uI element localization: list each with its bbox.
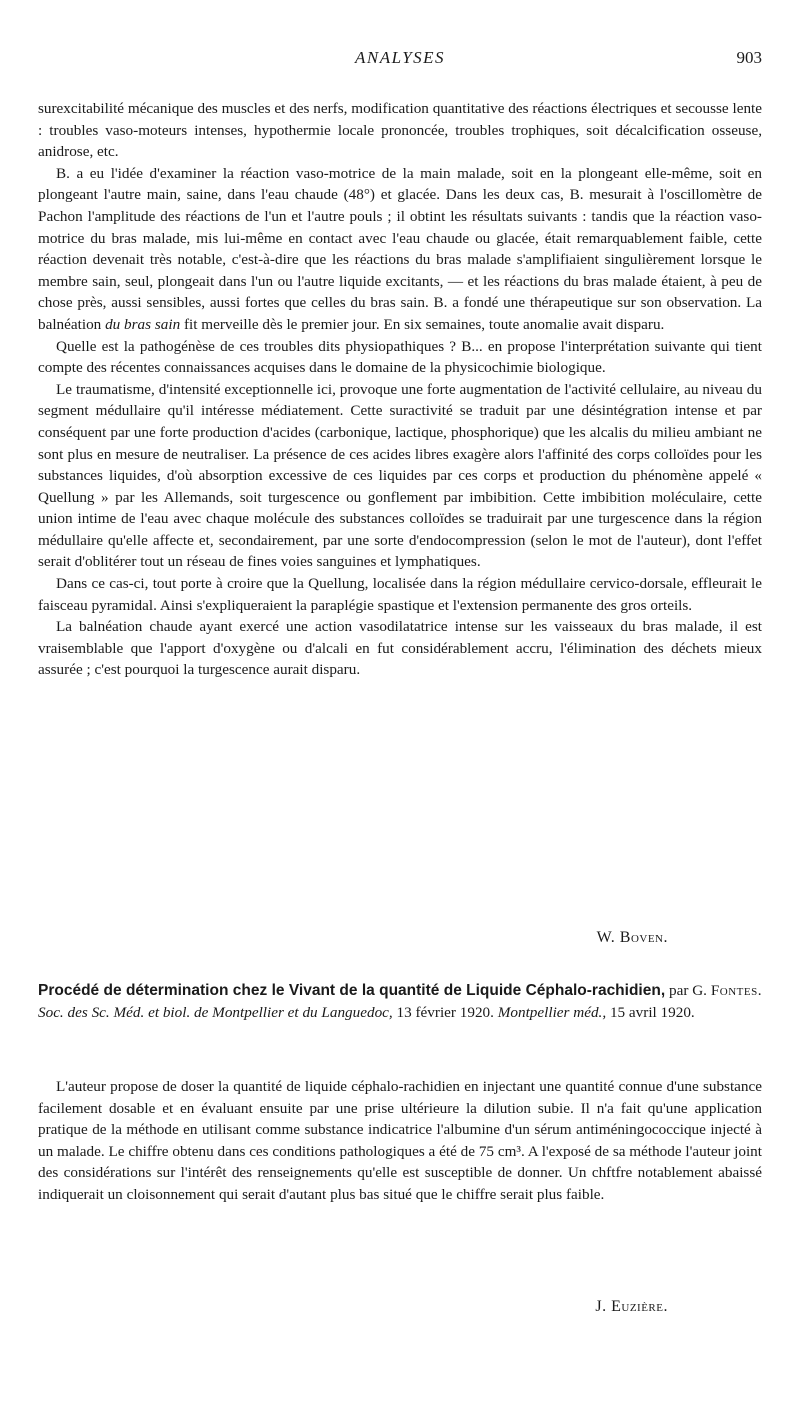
- paragraph-text: fit merveille dès le premier jour. En six semaines, toute anomalie avait disparu.: [183, 315, 665, 333]
- paragraph: [38, 163, 762, 336]
- author-prefix: par G.: [668, 982, 707, 999]
- paragraph: L'auteur propose de doser la quantité de liquide céphalo-rachidien en injectant une quantité connue d'une substance facilement dosable et en évaluant ensuite par une prise ultérieure la dilution subie. Il n'a fait qu'une application pratique de la méthode en utilisant comme substance indicatrice l'albumine d'un sérum antiméningococcique injecté à un malade. Le chiffre obtenu dans ces conditions pathologiques a été de 75 cm³. A l'exposé de sa méthode l'auteur joint des considérations sur l'intérêt des renseignements qu'elle est susceptible de donner. Un chftfre notablement abaissé indiquerait un cloisonnement qui serait d'autant plus bas situé que le chiffre serait plus faible.: [38, 1078, 762, 1203]
- paragraph: surexcitabilité mécanique des muscles et des nerfs, modification quantitative des réactions électriques et secousse lente : troubles vaso-moteurs intenses, hypothermie locale prononcée, troubles trophiques, soit décalcification osseuse, anidrose, etc.: [38, 100, 762, 161]
- article-fontes-heading: [38, 980, 762, 1024]
- italic-phrase: du bras sain: [105, 315, 181, 333]
- signature-boven: W. Boven.: [596, 929, 668, 946]
- page-number: 903: [736, 48, 762, 67]
- source-society: Soc. des Sc. Méd. et biol. de Montpellier et du Languedoc,: [38, 1004, 393, 1021]
- signature-euziere: J. Euzière.: [595, 1298, 668, 1315]
- paragraph: Le traumatisme, d'intensité exceptionnelle ici, provoque une forte augmentation de l'activité cellulaire, au niveau du segment médullaire qu'il intéresse médiatement. Cette suractivité se traduit par une désintégration intense et par conséquent par une forte production d'acides (carbonique, lactique, phosphorique) que les alcalis du milieu ambiant ne sont plus en mesure de neutraliser. La présence de ces acides libres exagère alors l'affinité des corps colloïdes pour les substances liquides, d'où absorption excessive de ces liquides par ces corps et production du phénomène appelé « Quellung » par les Allemands, soit turgescence ou gonflement par imbibition. Cette imbibition moléculaire, cette union intime de l'eau avec chaque molécule des substances colloïdes se traduirait par une turgescence dans la région médullaire qu'elle affecte et, secondairement, par une sorte d'endocompression (selon le mot de l'auteur), dont l'effet serait d'oblitérer tout un réseau de fines voies sanguines et lymphatiques.: [38, 380, 762, 571]
- author-name: Fontes.: [710, 982, 763, 999]
- running-title: ANALYSES: [354, 48, 446, 67]
- paragraph: La balnéation chaude ayant exercé une action vasodilatatrice intense sur les vaisseaux du bras malade, il est vraisemblable que l'apport d'oxygène ou d'alcali en fut considérablement accru, l'élimination des déchets mieux assurée ; c'est pourquoi la turgescence aurait disparu.: [38, 618, 762, 679]
- journal-name: Montpellier méd.,: [497, 1004, 607, 1021]
- paragraph: Dans ce cas-ci, tout porte à croire que la Quellung, localisée dans la région médullaire cervico-dorsale, effleurait le faisceau pyramidal. Ainsi s'expliqueraient la paraplégie spastique et l'extension permanente des gros orteils.: [38, 575, 762, 614]
- paragraph: Quelle est la pathogénèse de ces troubles dits physiopathiques ? B... en propose l'interprétation suivante qui tient compte des récentes connaissances acquises dans le domaine de la physicochimie biologique.: [38, 337, 762, 377]
- page-header: [38, 48, 762, 78]
- article-boven-body: [38, 98, 762, 681]
- journal-date: 15 avril 1920.: [609, 1004, 695, 1021]
- article-title: Procédé de détermination chez le Vivant de la quantité de Liquide Céphalo-rachidien,: [38, 982, 666, 999]
- source-date: 13 février 1920.: [396, 1004, 494, 1021]
- article-fontes-body: [38, 1076, 762, 1206]
- paragraph-text: B. a eu l'idée d'examiner la réaction vaso-motrice de la main malade, soit en la plongeant elle-même, soit en plongeant l'autre main, saine, dans l'eau chaude (48°) et glacée. Dans les deux cas, B. mesurait à l'oscillomètre de Pachon l'amplitude des réactions de l'un et l'autre pouls ; il obtint les résultats suivants : tandis que la réaction vaso-motrice du bras malade, mis lui-même en contact avec l'eau chaude ou glacée, était remarquablement faible, cette réaction devenait très notable, c'est-à-dire que les réactions du bras malade s'amplifiaient singulièrement lorsque le membre sain, seul, plongeait dans l'un ou l'autre liquide excitants, — et les réactions du bras malade étaient, à peu de chose près, aussi sensibles, aussi fortes que celles du bras sain. B. a fondé une thérapeutique sur son observation. La balnéation: [38, 164, 762, 333]
